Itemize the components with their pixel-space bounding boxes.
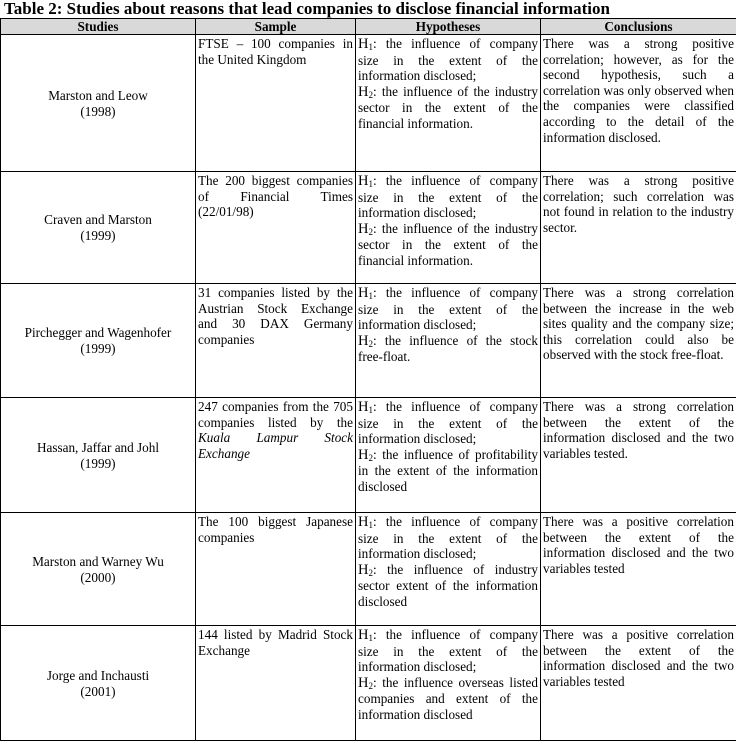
hypothesis-1 [358, 399, 538, 447]
table-row [1, 513, 736, 626]
h2-sub: 2 [368, 226, 373, 237]
hypothesis-1 [358, 627, 538, 675]
h1-prefix: : the influence of [372, 627, 481, 642]
study-cell [1, 172, 196, 284]
study-year: (2001) [80, 683, 116, 699]
conclusion-text: There was a strong correlation between the increase in the web sites quality and the company size; this correlation could also be observed with the stock free-float. [543, 285, 734, 363]
h1-prefix: : the influence of [372, 36, 481, 51]
study-authors: Craven and Marston [44, 212, 152, 228]
h1-text: company size in the extent of the information disclosed; [358, 399, 539, 447]
h1-label: H [358, 399, 369, 415]
hypothesis-2 [358, 675, 538, 723]
conclusion-cell [541, 626, 736, 741]
h1-text: company size in the extent of the information disclosed; [358, 514, 539, 562]
h2-sub: 2 [368, 680, 373, 691]
conclusion-text: There was a strong correlation between the extent of the information disclosed and the two variables tested. [543, 399, 734, 461]
hypothesis-2 [358, 562, 538, 610]
hypothesis-2 [358, 333, 538, 365]
conclusion-text: There was a strong positive correlation; however, as for the second hypothesis, such a correlation was only observed when the companies were classified according to the detail of the information disclosed. [543, 36, 734, 145]
h2-text: the influence of profitability in the extent of the information disclosed [358, 446, 538, 494]
h2-sub: 2 [368, 452, 373, 463]
sample-text: The 200 biggest companies of Financial Times (22/01/98) [198, 173, 353, 220]
hypothesis-2 [358, 84, 538, 132]
h2-sub: 2 [368, 89, 373, 100]
h1-prefix: : the influence of [372, 173, 481, 188]
h2-text: the influence of industry sector extent of the information disclosed [358, 561, 538, 609]
h1-text: company size in the extent of the information disclosed; [358, 627, 539, 675]
h1-label: H [358, 627, 369, 643]
header-hypotheses: Hypotheses [356, 19, 541, 35]
h1-prefix: : the influence of [372, 399, 481, 414]
table-row [1, 284, 736, 398]
conclusion-text: There was a strong positive correlation; such correlation was not found in relation to the industry sector. [543, 173, 734, 235]
conclusion-text: There was a positive correlation between the extent of the information disclosed and the two variables tested [543, 514, 734, 576]
header-conclusions: Conclusions [541, 19, 736, 35]
sample-text: 31 companies listed by the Austrian Stock Exchange and 30 DAX Germany companies [198, 285, 353, 347]
sample-text: FTSE – 100 companies in the United Kingdom [198, 36, 353, 67]
study-year: (2000) [80, 569, 116, 585]
hypothesis-1 [358, 173, 538, 221]
sample-cell [196, 284, 356, 398]
hypotheses-cell [356, 626, 541, 741]
conclusion-cell [541, 513, 736, 626]
header-studies: Studies [1, 19, 196, 35]
h1-label: H [358, 173, 369, 189]
study-year: (1998) [80, 103, 116, 119]
h1-label: H [358, 514, 369, 530]
h2-text: the influence of the stock free-float. [358, 332, 538, 365]
sample-italic: Kuala Lampur Stock Exchange [198, 430, 353, 461]
hypotheses-cell [356, 398, 541, 513]
h1-label: H [358, 285, 369, 301]
conclusion-cell [541, 35, 736, 172]
hypothesis-1 [358, 514, 538, 562]
h1-prefix: : the influence of [372, 514, 481, 529]
hypotheses-cell [356, 172, 541, 284]
h1-text: company size in the extent of the information disclosed; [358, 36, 539, 84]
h2-sep: : [372, 220, 382, 236]
h1-label: H [358, 36, 369, 52]
study-cell [1, 284, 196, 398]
sample-text: 247 companies from the 705 companies listed by the [198, 399, 353, 430]
sample-text: The 100 biggest Japanese companies [198, 514, 353, 545]
h2-text: the influence of the industry sector in the extent of the financial information. [358, 220, 538, 268]
study-cell [1, 35, 196, 172]
study-authors: Marston and Warney Wu [32, 553, 164, 569]
h2-label: H [358, 446, 369, 463]
study-cell [1, 398, 196, 513]
h1-text: company size in the extent of the information disclosed; [358, 285, 539, 333]
table-row [1, 35, 736, 172]
study-cell [1, 626, 196, 741]
study-authors: Marston and Leow [48, 87, 148, 103]
h1-sub: 1 [368, 42, 373, 52]
studies-table [0, 18, 736, 741]
h2-label: H [358, 561, 369, 578]
h1-sub: 1 [368, 405, 373, 415]
h2-sep: : [372, 332, 385, 348]
h2-label: H [358, 332, 369, 349]
study-year: (1999) [80, 228, 116, 243]
sample-cell [196, 35, 356, 172]
h2-sep: : [372, 674, 383, 690]
conclusion-cell [541, 172, 736, 284]
h2-sep: : [372, 561, 388, 577]
study-authors: Jorge and Inchausti [46, 667, 150, 683]
table-row [1, 626, 736, 741]
sample-cell [196, 398, 356, 513]
table-header-row [1, 19, 736, 35]
h2-sep: : [372, 83, 382, 99]
hypotheses-cell [356, 513, 541, 626]
h2-label: H [358, 674, 369, 691]
h2-sep: : [372, 446, 383, 462]
hypothesis-1 [358, 36, 538, 84]
h1-sub: 1 [368, 291, 373, 301]
conclusion-cell [541, 398, 736, 513]
study-year: (1999) [80, 455, 116, 471]
h2-sub: 2 [368, 338, 373, 349]
sample-cell [196, 172, 356, 284]
table-row [1, 398, 736, 513]
h1-sub: 1 [368, 179, 373, 189]
conclusion-cell [541, 284, 736, 398]
h2-sub: 2 [368, 567, 373, 578]
h1-sub: 1 [368, 633, 373, 643]
sample-cell [196, 626, 356, 741]
h2-text: the influence overseas listed companies and extent of the information disclosed [358, 674, 538, 722]
hypothesis-2 [358, 221, 538, 269]
h1-text: company size in the extent of the information disclosed; [358, 173, 539, 221]
sample-text: 144 listed by Madrid Stock Exchange [198, 627, 353, 658]
h2-label: H [358, 220, 369, 237]
h1-prefix: : the influence of [372, 285, 481, 300]
header-sample: Sample [196, 19, 356, 35]
hypotheses-cell [356, 35, 541, 172]
sample-cell [196, 513, 356, 626]
study-cell [1, 513, 196, 626]
h2-text: the influence of the industry sector in the extent of the financial information. [358, 83, 538, 131]
study-year: (1999) [80, 341, 116, 356]
hypothesis-2 [358, 447, 538, 495]
study-authors: Hassan, Jaffar and Johl [36, 439, 160, 455]
table-row [1, 172, 736, 284]
h1-sub: 1 [368, 520, 373, 530]
table-title: Table 2: Studies about reasons that lead companies to disclose financial information [4, 0, 610, 18]
study-authors: Pirchegger and Wagenhofer [24, 325, 172, 341]
hypothesis-1 [358, 285, 538, 333]
hypotheses-cell [356, 284, 541, 398]
conclusion-text: There was a positive correlation between the extent of the information disclosed and the two variables tested [543, 627, 734, 689]
h2-label: H [358, 83, 369, 100]
